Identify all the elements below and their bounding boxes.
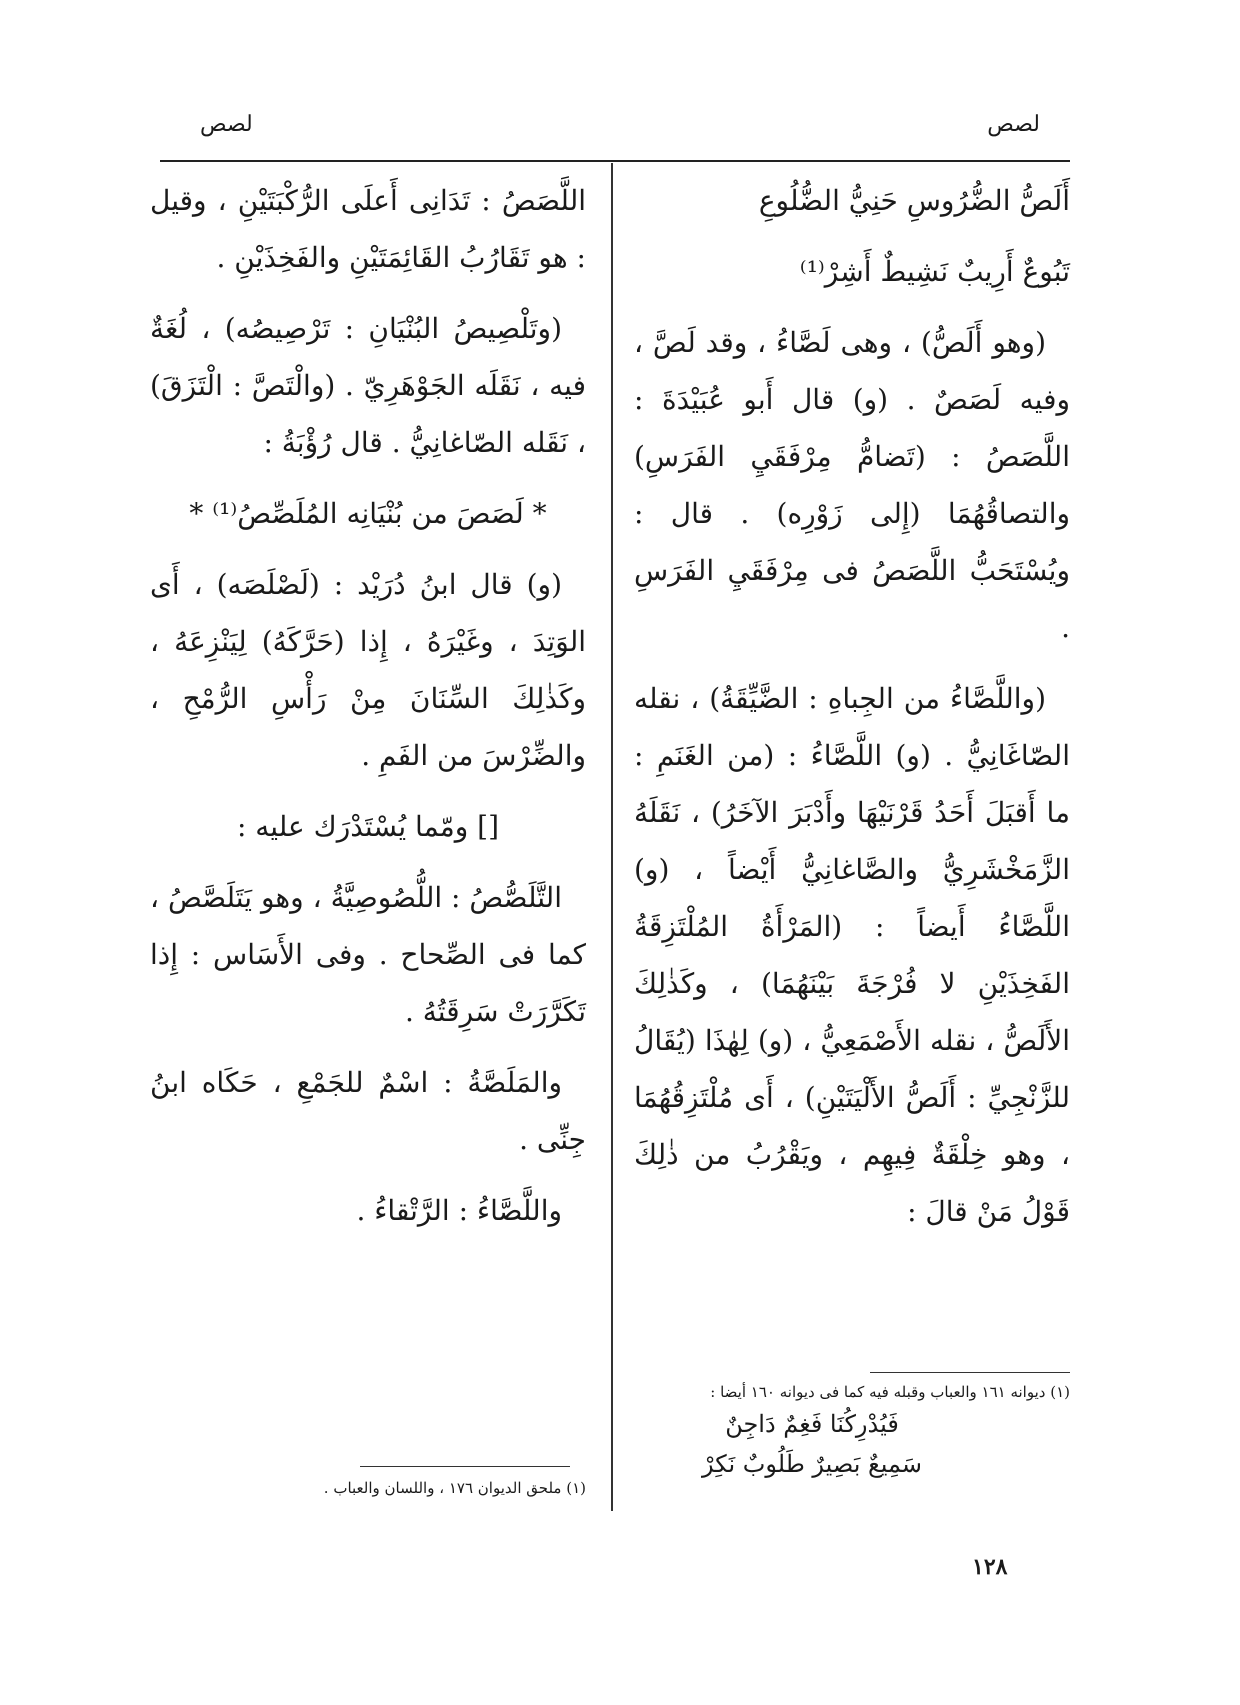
entry-paragraph: (وتَلْصِيصُ البُنْيَانِ : تَرْصِيصُه) ، لُغَةٌ فيه ، نَقَلَه الجَوْهَرِيّ . (والْتَصَّ : الْتَزَقَ) ، نَقَله الصّاغانِيُّ . قال رُؤْبَةُ : [150,312,586,459]
footnote-rule-left [360,1466,570,1467]
entry-paragraph: واللَّصَّاءُ : الرَّتْقاءُ . [356,1194,562,1227]
right-column [634,172,1070,1254]
poem-verse: تَبُوعٌ أَرِيبٌ نَشِيطٌ أَشِرْ⁽¹⁾ [799,255,1070,288]
entry-paragraph: اللَّصَصُ : تَدَانِى أَعلَى الرُّكْبَتَيْنِ ، وقيل : هو تَقَارُبُ القَائِمَتَيْنِ والفَخِذَيْنِ . [150,184,586,274]
header-rule [160,160,1070,162]
entry-paragraph: (واللَّصَّاءُ من الجِباهِ : الضَّيِّقَةُ) ، نقله الصّاغَانِيُّ . (و) اللَّصَّاءُ : (من الغَنَمِ : ما أَقبَلَ أَحَدُ قَرْنَيْهَا وأَدْبَرَ الآخَرُ) ، نَقَلَهُ الزَّمَخْشَرِيُّ والصَّاغانِيُّ أَيْضاً ، (و) اللَّصَّاءُ أَيضاً : (المَرْأَةُ المُلْتَزِقَةُ الفَخِذَيْنِ لا فُرْجَةَ بَيْنَهُمَا) ، وكَذٰلِكَ الأَلَصُّ ، نقله الأَصْمَعِيُّ ، (و) لِهٰذَا (يُقَالُ للزَّنْجِيِّ : أَلَصُّ الأَلْيَتَيْنِ) ، أَى مُلْتَزِقُهُمَا ، وهو خِلْقَةٌ فِيهِم ، ويَقْرُبُ من ذٰلِكَ قَوْلُ مَنْ قالَ : [634,682,1070,1228]
entry-paragraph: التَّلَصُّصُ : اللُّصُوصِيَّةُ ، وهو يَتَلَصَّصُ ، كما فى الصِّحاح . وفى الأَسَاس : إِذا تَكَرَّرَتْ سَرِقَتُهُ . [150,881,586,1028]
running-head-left: لصص [200,112,253,137]
poem-verse: أَلَصُّ الضُّرُوسِ حَنِيُّ الضُّلُوعِ [758,184,1070,217]
left-column [150,172,586,1253]
running-head-right: لصص [987,112,1040,137]
footnote-verse: سَمِيعٌ بَصِيرٌ طَلُوبٌ نَكِرْ [701,1450,923,1478]
footnote-rule-right [870,1372,1070,1373]
footnote-text: (١) ديوانه ١٦١ والعباب وقبله فيه كما فى ديوانه ١٦٠ أيضا : [710,1383,1070,1401]
entry-paragraph: (و) قال ابنُ دُرَيْد : (لَصْلَصَه) ، أَى الوَتِدَ ، وغَيْرَهُ ، إِذا (حَرَّكَهُ) لِيَنْزِعَهُ ، وكَذٰلِكَ السِّنَانَ مِنْ رَأْسِ الرُّمْحِ ، والضِّرْسَ من الفَمِ . [150,568,586,772]
section-heading: [] ومّما يُسْتَدْرَك عليه : [236,810,500,843]
footnote-left: (١) ملحق الديوان ١٧٦ ، واللسان والعباب . [323,1479,586,1497]
entry-paragraph: والمَلَصَّةُ : اسْمٌ للجَمْعِ ، حَكَاه ابنُ جِنِّى . [150,1066,586,1156]
column-divider [611,163,613,1511]
poem-line: * لَصَصَ من بُنْيَانِه المُلَصِّصُ⁽¹⁾ * [189,497,547,530]
footnote-verse: فَيُدْرِكُنَا فَغِمٌ دَاجِنٌ [725,1410,899,1438]
entry-paragraph: (وهو أَلَصُّ) ، وهى لَصَّاءُ ، وقد لَصَّ ، وفيه لَصَصٌ . (و) قال أَبو عُبَيْدَةَ : اللَّصَصُ : (تَضامُّ مِرْفَقَيِ الفَرَسِ) والتصاقُهُمَا (إِلى زَوْرِه) . قال : ويُسْتَحَبُّ اللَّصَصُ فى مِرْفَقَيِ الفَرَسِ . [634,326,1070,644]
footnote-right [634,1380,1070,1484]
page-number: ١٢٨ [972,1554,1008,1580]
